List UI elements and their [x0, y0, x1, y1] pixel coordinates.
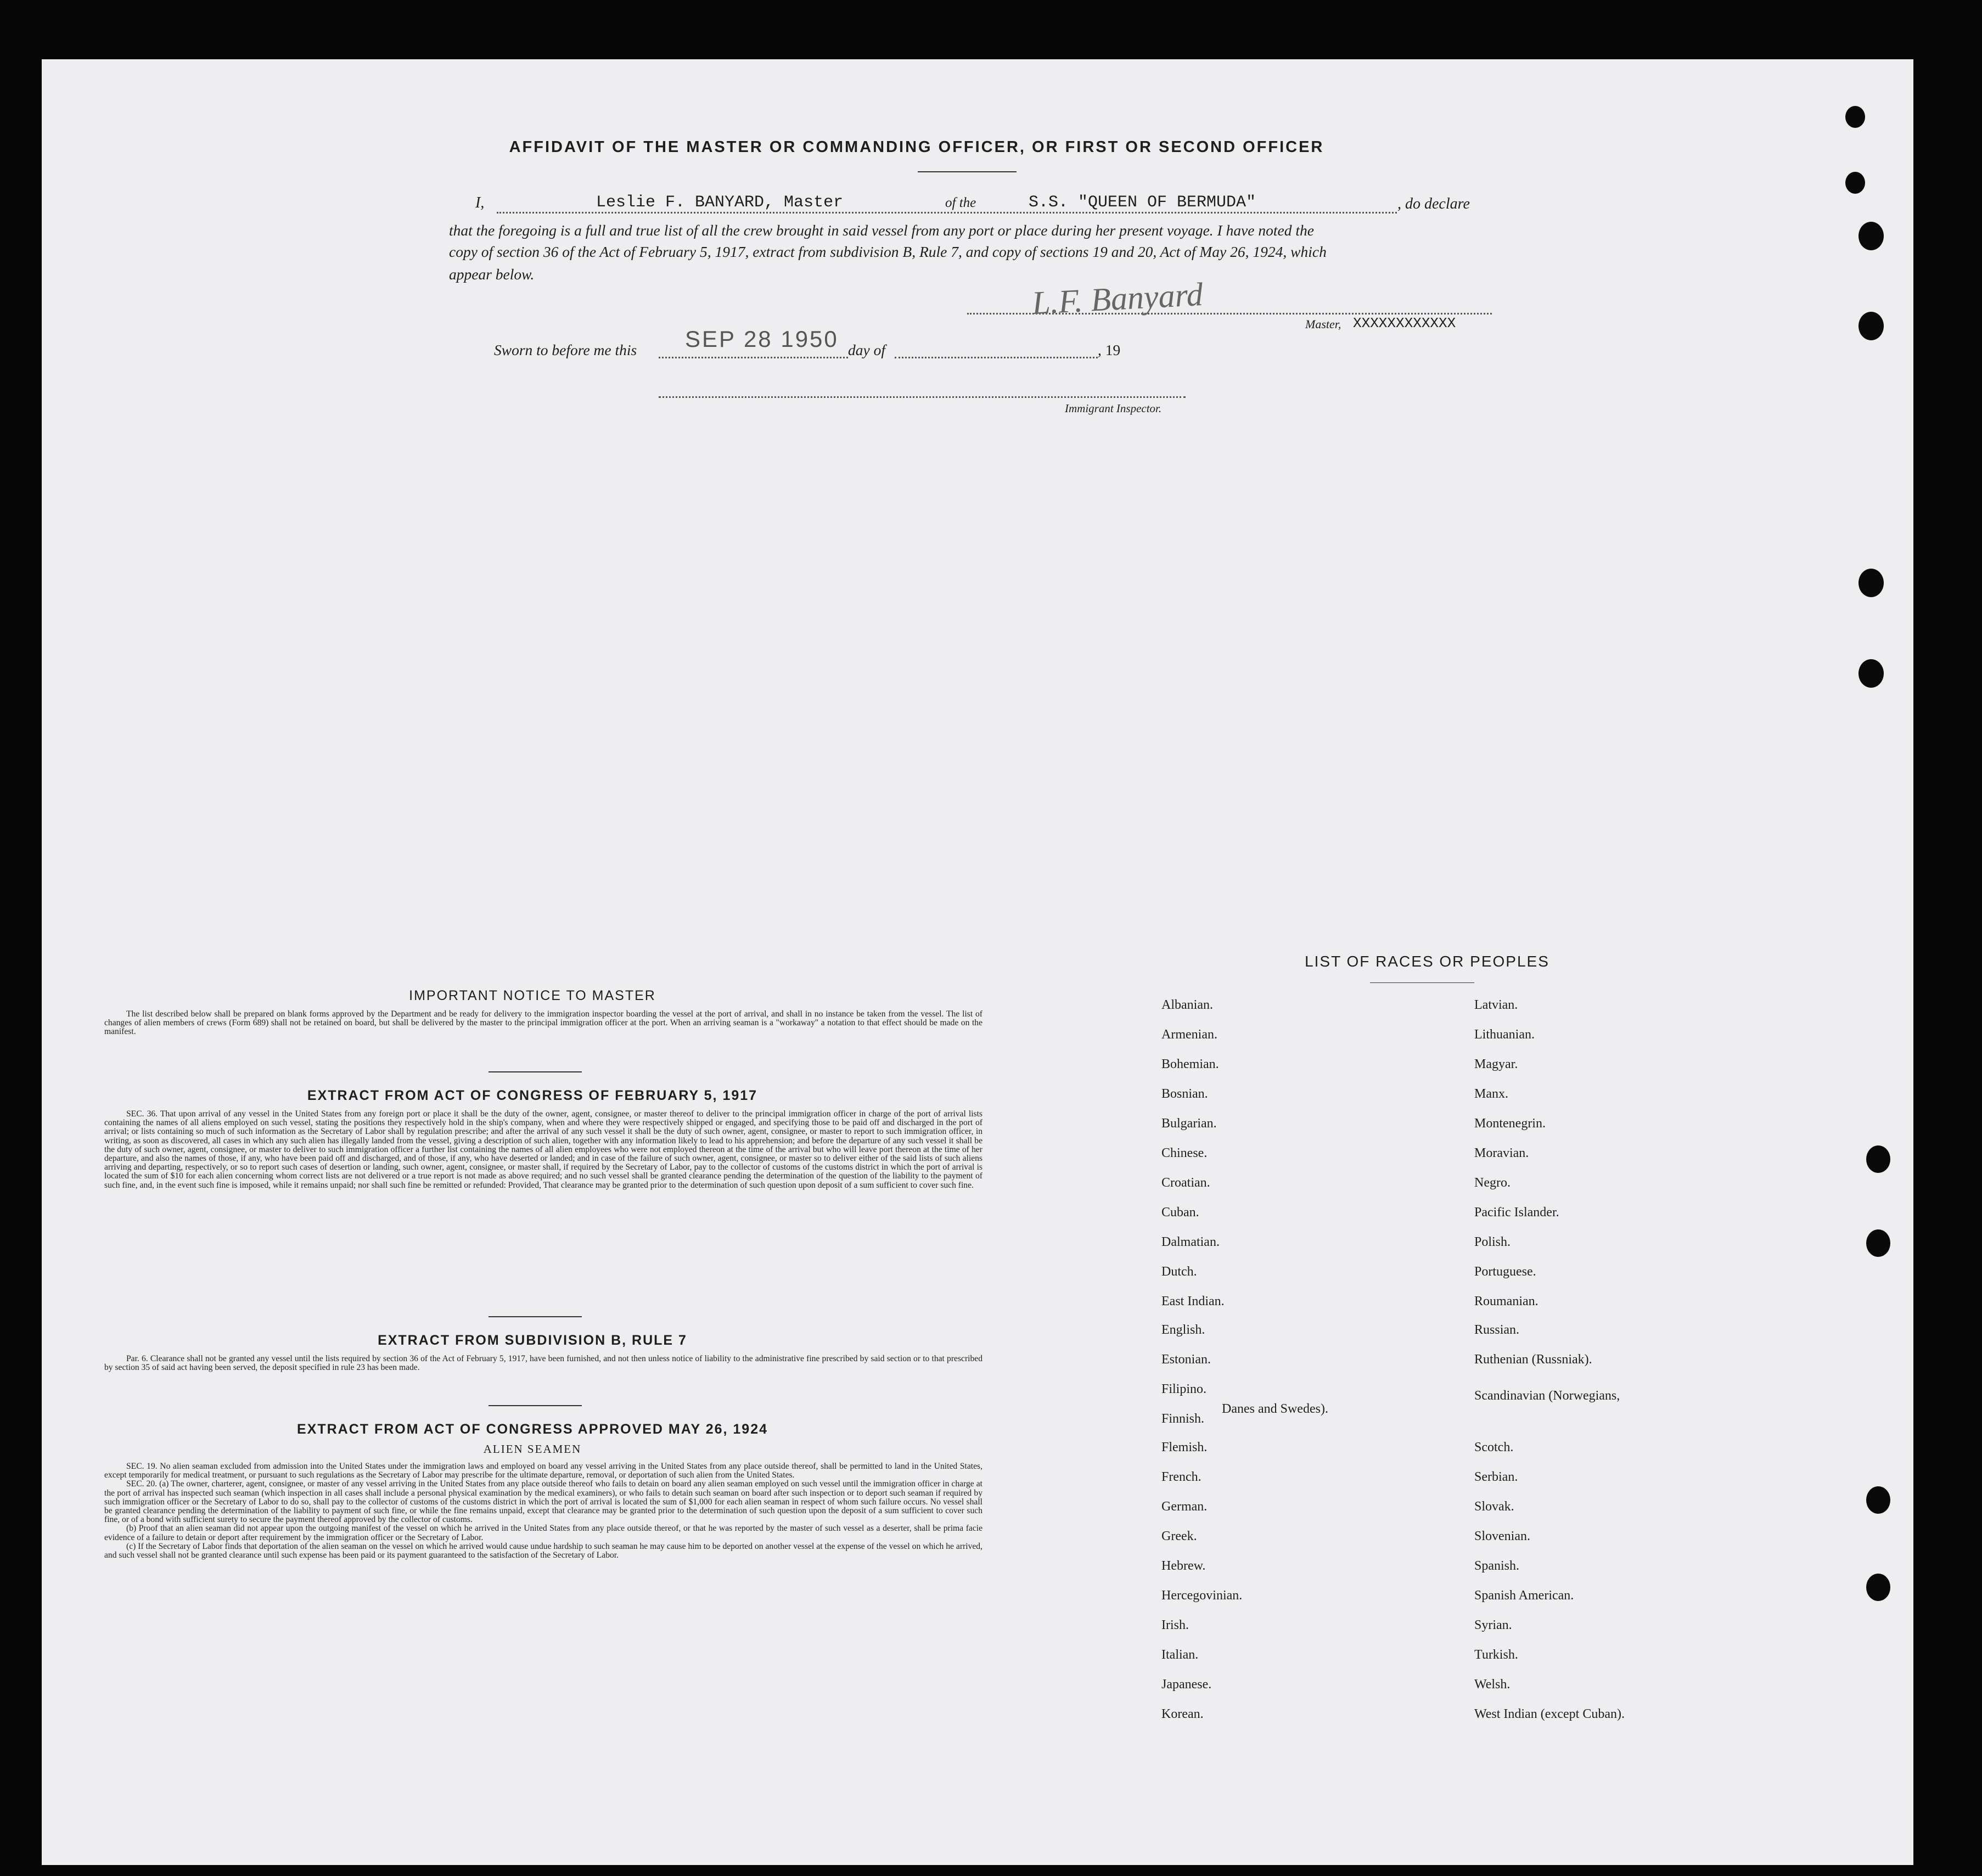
- race-item: Bohemian.: [1161, 1057, 1219, 1071]
- race-item: Ruthenian (Russniak).: [1474, 1352, 1592, 1367]
- affidavit-line-2: that the foregoing is a full and true list of all the crew brought in said vessel from any port or place during her present voyage. I have noted the: [449, 222, 1314, 239]
- race-item: Irish.: [1161, 1618, 1189, 1632]
- name-line: [497, 212, 1397, 214]
- affidavit-title: AFFIDAVIT OF THE MASTER OR COMMANDING OFFICER, OR FIRST OR SECOND OFFICER: [509, 138, 1324, 156]
- master-struck-title: XXXXXXXXXXXX: [1353, 315, 1456, 332]
- race-item: Montenegrin.: [1474, 1116, 1546, 1131]
- race-item: Italian.: [1161, 1648, 1199, 1662]
- race-item: Serbian.: [1474, 1470, 1518, 1484]
- race-item: Pacific Islander.: [1474, 1205, 1559, 1220]
- title-rule: [918, 171, 1017, 172]
- race-item: Armenian.: [1161, 1027, 1217, 1042]
- year-label: , 19: [1098, 341, 1121, 358]
- extract-1924-text: [104, 1462, 982, 1560]
- race-item: French.: [1161, 1470, 1201, 1484]
- race-item: Japanese.: [1161, 1677, 1212, 1692]
- punch-hole: [1859, 312, 1884, 340]
- affidavit-line-4: appear below.: [449, 266, 535, 283]
- extract-1917-title: EXTRACT FROM ACT OF CONGRESS OF FEBRUARY 5, 1917: [307, 1088, 758, 1103]
- race-item: Hebrew.: [1161, 1559, 1206, 1573]
- race-item: Welsh.: [1474, 1677, 1511, 1692]
- inspector-signature-line: [659, 396, 1186, 398]
- extract-1924-title: EXTRACT FROM ACT OF CONGRESS APPROVED MAY 26, 1924: [296, 1422, 768, 1437]
- sec-20a-paragraph: SEC. 20. (a) The owner, charterer, agent, consignee, or master of any vessel arriving in the United States from any place outside thereof who fails to detain on board any alien seaman employed on such vessel until the immigration officer in charge at the port of arrival has inspected such seaman (which inspection in all cases shall include a personal physical examination by the medical examiners), or who fails to detain such seaman on board after such inspection or to deport such seaman if required by such immigration officer or the Secretary of Labor to do so, shall pay to the collector of customs of the customs district in which the port of arrival is located the sum of $1,000 for each alien seaman in respect of whom such failure occurs. No vessel shall be granted clearance pending the determination of the liability to payment of such fine, or while the fine remains unpaid, except that clearance may be granted prior to the determination of such question upon the deposit of a sum sufficient to cover such fine, or of a bond with sufficient surety to secure the payment thereof approved by the collector of customs.: [104, 1479, 982, 1525]
- extract-rule7-title: EXTRACT FROM SUBDIVISION B, RULE 7: [378, 1333, 687, 1348]
- races-title-rule: [1370, 982, 1474, 983]
- race-item: Croatian.: [1161, 1176, 1210, 1190]
- punch-hole: [1845, 106, 1865, 128]
- race-item: Russian.: [1474, 1323, 1520, 1337]
- race-item: Turkish.: [1474, 1648, 1518, 1662]
- race-item: Negro.: [1474, 1176, 1511, 1190]
- punch-hole: [1845, 172, 1865, 194]
- race-item: Greek.: [1161, 1529, 1197, 1543]
- vessel-name: S.S. "QUEEN OF BERMUDA": [1029, 193, 1256, 212]
- race-item: Bosnian.: [1161, 1087, 1208, 1101]
- master-signature: L.F. Banyard: [1031, 276, 1204, 322]
- race-item: English.: [1161, 1323, 1205, 1337]
- race-item: Hercegovinian.: [1161, 1588, 1243, 1603]
- race-item: Lithuanian.: [1474, 1027, 1535, 1042]
- punch-hole: [1859, 659, 1884, 688]
- sec-20b-paragraph: (b) Proof that an alien seaman did not appear upon the outgoing manifest of the vessel on which he arrived in the United States from any place outside thereof, or that he was reported by the master of such vessel as a deserter, shall be prima facie evidence of a failure to detain or deport after requirement by the immigration officer or the Secretary of Labor.: [104, 1524, 982, 1542]
- inspector-label: Immigrant Inspector.: [1065, 402, 1162, 415]
- race-item: Korean.: [1161, 1707, 1204, 1721]
- race-item: Albanian.: [1161, 998, 1213, 1012]
- affidavit-line-3: copy of section 36 of the Act of February 5, 1917, extract from subdivision B, Rule 7, and copy of sections 19 and 20, Act of May 26, 1924, which: [449, 243, 1327, 260]
- affidavit-i: I,: [475, 194, 485, 211]
- extract-rule7-text: [104, 1355, 982, 1372]
- race-item: West Indian (except Cuban).: [1474, 1707, 1625, 1721]
- race-item: Estonian.: [1161, 1352, 1211, 1367]
- race-item: Filipino.: [1161, 1382, 1207, 1396]
- race-item: Bulgarian.: [1161, 1116, 1217, 1131]
- punch-hole: [1866, 1145, 1890, 1173]
- race-item: Flemish.: [1161, 1440, 1208, 1454]
- punch-hole: [1859, 569, 1884, 597]
- document-page: [42, 59, 1913, 1865]
- punch-hole: [1859, 222, 1884, 250]
- race-item: East Indian.: [1161, 1294, 1225, 1308]
- race-item: Portuguese.: [1474, 1265, 1536, 1279]
- race-item: Magyar.: [1474, 1057, 1518, 1071]
- section-rule: [489, 1405, 582, 1406]
- sworn-label: Sworn to before me this: [494, 341, 637, 358]
- day-of-label: day of: [848, 341, 885, 358]
- month-line: [895, 357, 1098, 358]
- punch-hole: [1866, 1574, 1890, 1601]
- race-item: German.: [1161, 1499, 1208, 1514]
- punch-hole: [1866, 1229, 1890, 1257]
- race-item: Dalmatian.: [1161, 1235, 1220, 1249]
- alien-seamen-subtitle: ALIEN SEAMEN: [483, 1442, 582, 1456]
- sec-20c-paragraph: (c) If the Secretary of Labor finds that deportation of the alien seaman on the vessel on which he arrived would cause undue hardship to such seaman he may cause him to be deported on another vessel at the expense of the vessel on which he arrived, and such vessel shall not be granted clearance until such expense has been paid or its payment guaranteed to the satisfaction of the Secretary of Labor.: [104, 1541, 982, 1560]
- race-item: Moravian.: [1474, 1146, 1529, 1160]
- race-item: Chinese.: [1161, 1146, 1208, 1160]
- notice-title: IMPORTANT NOTICE TO MASTER: [409, 988, 656, 1003]
- race-item: Roumanian.: [1474, 1294, 1539, 1308]
- notice-text: [104, 1010, 982, 1037]
- punch-hole: [1866, 1486, 1890, 1514]
- race-item: Slovak.: [1474, 1499, 1514, 1514]
- race-item: Spanish.: [1474, 1559, 1520, 1573]
- race-item: Latvian.: [1474, 998, 1518, 1012]
- par-6-paragraph: Par. 6. Clearance shall not be granted any vessel until the lists required by section 36 of the Act of February 5, 1917, have been furnished, and not then unless notice of liability to the administrative fine prescribed by said section or to that prescribed by section 35 of said act having been served, the deposit specified in rule 23 has been made.: [104, 1354, 982, 1373]
- race-item: Syrian.: [1474, 1618, 1512, 1632]
- extract-1917-text: [104, 1110, 982, 1190]
- races-title: LIST OF RACES OR PEOPLES: [1305, 953, 1549, 970]
- race-item: Spanish American.: [1474, 1588, 1574, 1603]
- master-name: Leslie F. BANYARD, Master: [596, 193, 844, 212]
- race-item: Dutch.: [1161, 1265, 1197, 1279]
- race-item: Polish.: [1474, 1235, 1511, 1249]
- sworn-date-line: [659, 357, 848, 358]
- do-declare: , do declare: [1397, 195, 1470, 212]
- master-label: Master,: [1305, 317, 1341, 331]
- race-item: Finnish.: [1161, 1412, 1205, 1426]
- sworn-date-stamp: SEP 28 1950: [685, 326, 839, 352]
- of-the-label: of the: [945, 195, 976, 210]
- race-item: Cuban.: [1161, 1205, 1199, 1220]
- race-item: Scotch.: [1474, 1440, 1514, 1454]
- race-item: Danes and Swedes).: [1222, 1402, 1328, 1416]
- notice-paragraph: The list described below shall be prepared on blank forms approved by the Department and be ready for delivery to the immigration inspector boarding the vessel at the port of arrival, and shall in no instance be taken from the vessel. The list of changes of alien members of crews (Form 689) shall not be retained on board, but shall be delivered by the master to the principal immigration officer at the port. When an arriving seaman is a "workaway" a notation to that effect should be made on the manifest.: [104, 1009, 982, 1037]
- race-item: Scandinavian (Norwegians,: [1474, 1389, 1620, 1403]
- race-item: Slovenian.: [1474, 1529, 1530, 1543]
- section-rule: [489, 1316, 582, 1317]
- sec-36-paragraph: SEC. 36. That upon arrival of any vessel in the United States from any foreign port or place it shall be the duty of the owner, agent, consignee, or master thereof to deliver to the principal immigration officer in charge of the port of arrival lists containing the names of all aliens employed on such vessel, stating the positions they respectively hold in the ship's company, when and where they were respectively shipped or engaged, and specifying those to be paid off and discharged in the port of arrival; or lists containing so much of such information as the Secretary of Labor shall by regulation prescribe; and after the arrival of any such vessel it shall be the duty of such owner, agent, consignee, or master to report to such immigration officer, in writing, as soon as discovered, all cases in which any such alien has illegally landed from the vessel, giving a description of such alien, together with any information likely to lead to his apprehension; and before the departure of any such vessel it shall be the duty of such owner, agent, consignee, or master to deliver to such immigration officer a further list containing the names of all alien employees who were not employed thereon at the time of the arrival but who will leave port thereon at the time of her departure, and also the names of those, if any, who have been paid off and discharged, and of those, if any, who have deserted or landed; and in case of the failure of such owner, agent, consignee, or master so to deliver either of the said lists of such aliens arriving and departing, respectively, or so to report such cases of desertion or landing, such owner, agent, consignee, or master shall, if required by the Secretary of Labor, pay to the collector of customs of the customs district in which the port of arrival is located the sum of $10 for each alien concerning whom correct lists are not delivered or a true report is not made as above required; and no such vessel shall be granted clearance pending the determination of the question of the liability to the payment of such fine, and, in the event such fine is imposed, while it remains unpaid; nor shall such fine be remitted or refunded: Provided, That clearance may be granted prior to the determination of such question upon deposit of a sum sufficient to cover such fine.: [104, 1109, 982, 1190]
- section-rule: [489, 1071, 582, 1072]
- sec-19-paragraph: SEC. 19. No alien seaman excluded from admission into the United States under the immigration laws and employed on board any vessel arriving in the United States from any place outside thereof, shall be permitted to land in the United States, except temporarily for medical treatment, or pursuant to such regulations as the Secretary of Labor may prescribe for the ultimate departure, removal, or deportation of such alien from the United States.: [104, 1462, 982, 1480]
- race-item: Manx.: [1474, 1087, 1508, 1101]
